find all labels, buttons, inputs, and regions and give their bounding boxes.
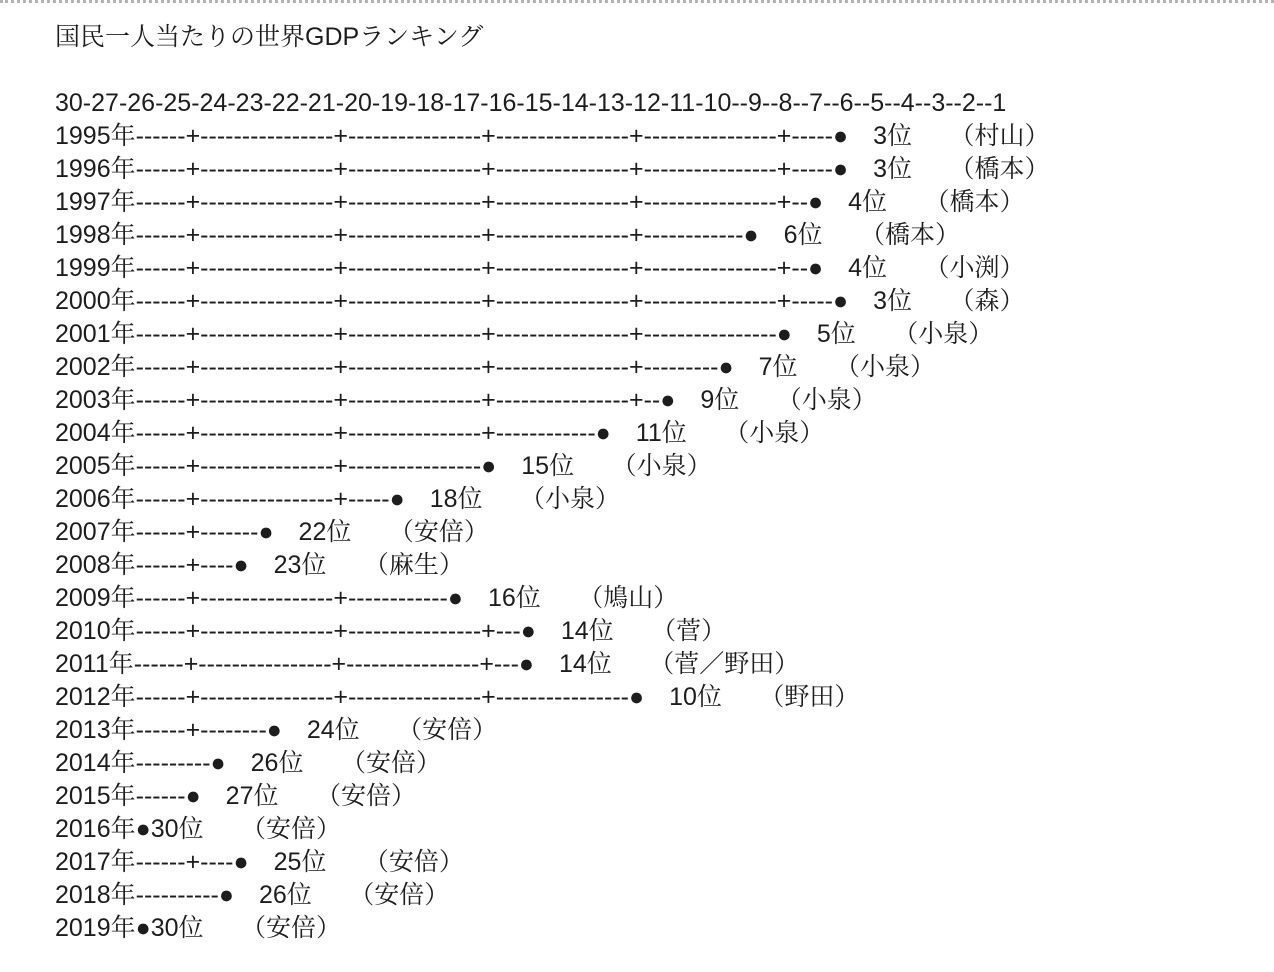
chart-row-2014: 2014年---------● 26位 （安倍）	[55, 749, 441, 777]
chart-row-2001: 2001年------+----------------+----------------+----------------+----------------● 5位 （小泉）	[55, 320, 994, 348]
chart-row-2006: 2006年------+----------------+-----● 18位 （小泉）	[55, 485, 621, 513]
chart-row-2017: 2017年------+----● 25位 （安倍）	[55, 848, 464, 876]
ranking-text-chart	[55, 87, 1264, 945]
chart-row-2018: 2018年----------● 26位 （安倍）	[55, 881, 450, 909]
chart-row-2016: 2016年●30位 （安倍）	[55, 815, 342, 843]
chart-row-2009: 2009年------+----------------+------------● 16位 （鳩山）	[55, 584, 679, 612]
chart-row-2003: 2003年------+----------------+----------------+----------------+--● 9位 （小泉）	[55, 386, 877, 414]
chart-row-1995: 1995年------+----------------+----------------+----------------+----------------+-----● 3位 （村山）	[55, 122, 1050, 150]
chart-row-2019: 2019年●30位 （安倍）	[55, 914, 342, 942]
chart-row-1999: 1999年------+----------------+----------------+----------------+----------------+--● 4位 （小渕）	[55, 254, 1025, 282]
page-title: 国民一人当たりの世界GDPランキング	[55, 23, 484, 51]
chart-row-2010: 2010年------+----------------+----------------+---● 14位 （菅）	[55, 617, 727, 645]
chart-row-2000: 2000年------+----------------+----------------+----------------+----------------+-----● 3位 （森）	[55, 287, 1025, 315]
chart-row-1996: 1996年------+----------------+----------------+----------------+----------------+-----● 3位 （橋本）	[55, 155, 1050, 183]
chart-row-2007: 2007年------+-------● 22位 （安倍）	[55, 518, 489, 546]
chart-row-2011: 2011年------+----------------+----------------+---● 14位 （菅／野田）	[55, 650, 800, 678]
axis-scale-row: 30-27-26-25-24-23-22-21-20-19-18-17-16-15-14-13-12-11-10--9--8--7--6--5--4--3--2--1	[55, 89, 1007, 117]
chart-row-2015: 2015年------● 27位 （安倍）	[55, 782, 416, 810]
chart-row-2012: 2012年------+----------------+----------------+----------------● 10位 （野田）	[55, 683, 860, 711]
chart-row-2004: 2004年------+----------------+----------------+------------● 11位 （小泉）	[55, 419, 825, 447]
chart-row-2008: 2008年------+----● 23位 （麻生）	[55, 551, 464, 579]
chart-row-2013: 2013年------+--------● 24位 （安倍）	[55, 716, 498, 744]
chart-row-2002: 2002年------+----------------+----------------+----------------+---------● 7位 （小泉）	[55, 353, 936, 381]
chart-row-1998: 1998年------+----------------+----------------+----------------+------------● 6位 （橋本）	[55, 221, 960, 249]
chart-row-2005: 2005年------+----------------+----------------● 15位 （小泉）	[55, 452, 712, 480]
chart-row-1997: 1997年------+----------------+----------------+----------------+----------------+--● 4位 （橋本）	[55, 188, 1025, 216]
